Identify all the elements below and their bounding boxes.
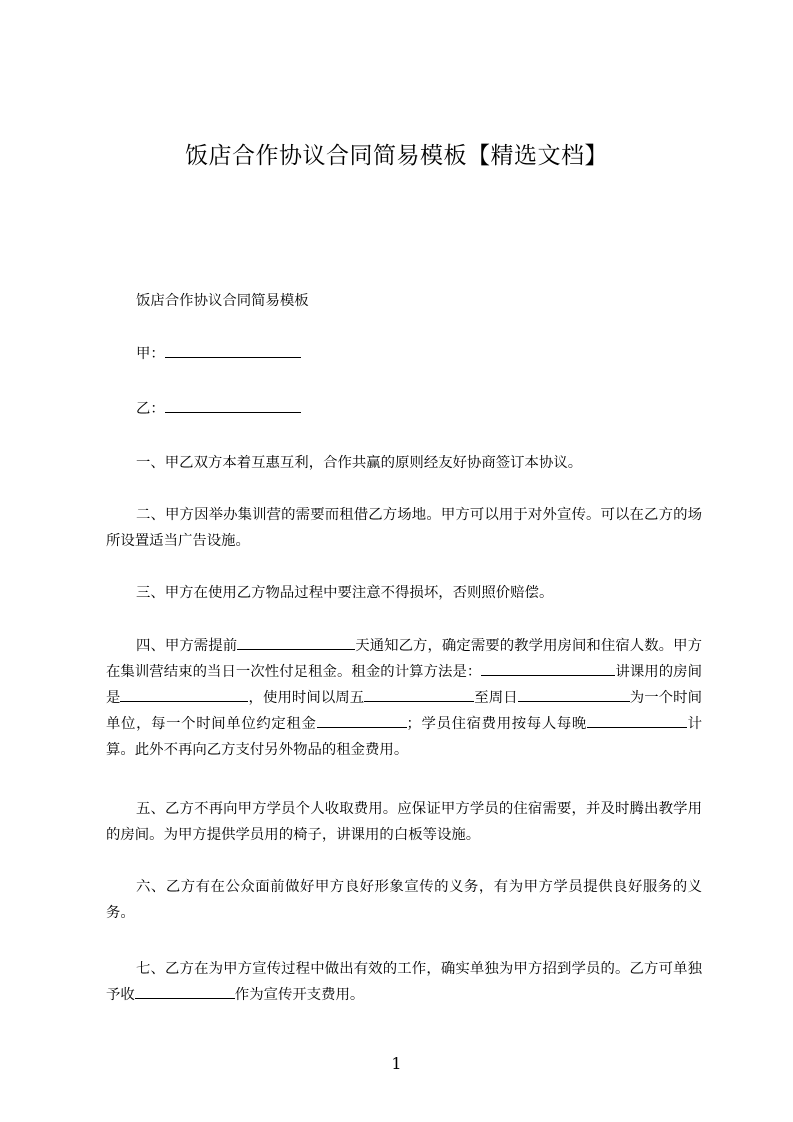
- clause-4-text-4: ，使用时间以周五: [248, 690, 365, 706]
- clause-1: 一、甲乙双方本着互惠互利，合作共赢的原则经友好协商签订本协议。: [136, 455, 583, 471]
- clause-2: 二、甲方因举办集训营的需要而租借乙方场地。甲方可以用于对外宣传。可以在乙方的场所设置适当广告设施。: [106, 507, 702, 549]
- rent-method-blank: [481, 661, 615, 676]
- clause-4-text-6: 为一个时间单位，每一个时间单位约定租金: [106, 690, 702, 732]
- party-b-blank: [165, 398, 301, 413]
- clause-7: [106, 956, 702, 1008]
- clause-5: 五、乙方不再向甲方学员个人收取费用。应保证甲方学员的住宿需要，并及时腾出教学用的房间。为甲方提供学员用的椅子，讲课用的白板等设施。: [106, 801, 702, 843]
- clause-4-text-1: 四、甲方需提前: [136, 638, 238, 654]
- clause-4-text-7: ；学员住宿费用按每人每晚: [406, 716, 587, 732]
- promo-fee-blank: [135, 984, 235, 999]
- party-a-label: 甲：: [136, 346, 165, 362]
- page-number: 1: [391, 1054, 402, 1073]
- clause-6: 六、乙方有在公众面前做好甲方良好形象宣传的义务，有为甲方学员提供良好服务的义务。: [106, 879, 702, 921]
- clause-4-text-5: 至周日: [474, 690, 518, 706]
- party-a-blank: [165, 343, 301, 358]
- clause-4: [106, 633, 702, 763]
- party-b-label: 乙：: [136, 401, 165, 417]
- time-end-blank: [518, 687, 630, 702]
- rent-amount-blank: [317, 713, 407, 728]
- clause-4-text-8: 计算。此外不再向乙方支付另外物品的租金费用。: [106, 716, 702, 758]
- subtitle: 饭店合作协议合同简易模板: [136, 293, 309, 309]
- time-start-blank: [364, 687, 474, 702]
- party-a-line: [106, 341, 702, 367]
- clause-4-text-2: 天通知乙方，确定需要的教学用房间和住宿人数。甲方在集训营结束的当日一次性付足租金。租金的计算方法是：: [106, 638, 702, 680]
- party-b-line: [106, 396, 702, 422]
- lecture-room-blank: [120, 687, 248, 702]
- clause-7-text-1: 七、乙方在为甲方宣传过程中做出有效的工作，确实单独为甲方招到学员的。乙方可单独予收: [106, 961, 702, 1003]
- clause-4-text-3: 讲课用的房间是: [106, 664, 702, 706]
- notice-days-blank: [237, 635, 355, 650]
- document-title: 饭店合作协议合同简易模板【精选文档】: [185, 143, 608, 169]
- clause-3: 三、甲方在使用乙方物品过程中要注意不得损坏，否则照价赔偿。: [136, 585, 554, 601]
- clause-7-text-2: 作为宣传开支费用。: [234, 987, 365, 1003]
- lodging-fee-blank: [587, 713, 687, 728]
